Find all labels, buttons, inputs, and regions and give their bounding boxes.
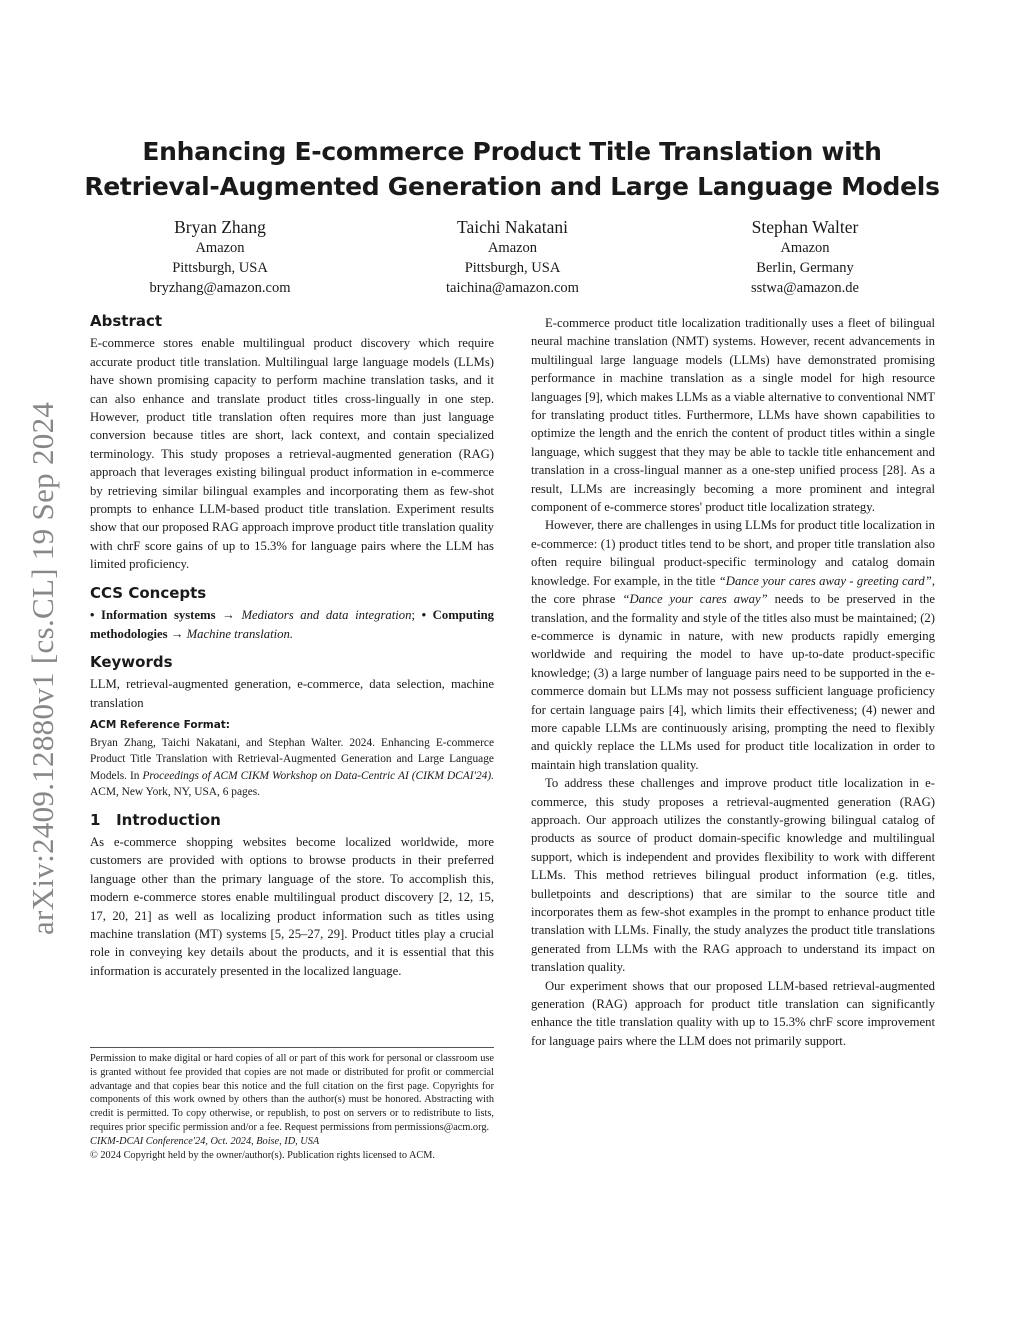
- author: [383, 216, 643, 298]
- author-email: bryzhang@amazon.com: [149, 280, 291, 296]
- text-span: However, there are challenges in using LLMs for product title localization in e-commerce: (1) product titles tend to be short, and proper title translation also often require bilingual product-specific terminology and catalog domain knowledge. For example, in the title: [531, 518, 935, 588]
- keywords-text: LLM, retrieval-augmented generation, e-commerce, data selection, machine translation: [90, 677, 494, 710]
- arxiv-identifier: arXiv:2409.12880v1 [cs.CL] 19 Sep 2024: [25, 401, 60, 935]
- author-location: Berlin, Germany: [756, 260, 854, 276]
- paper-title: [60, 134, 964, 204]
- permission-notice: Permission to make digital or hard copies of all or part of this work for personal or classroom use is granted without fee provided that copies are not made or distributed for profit or commercial advantage and that copies bear this notice and the full citation on the first page. Copyrights for components of this work owned by others than the author(s) must be honored. Abstracting with credit is permitted. To copy otherwise, or republish, to post on servers or to redistribute to lists, requires prior specific permission and/or a fee. Request permissions from permissions@acm.org.: [90, 1053, 494, 1133]
- author-location: Pittsburgh, USA: [464, 260, 561, 276]
- text-span: , the core phrase: [531, 573, 936, 607]
- author: [90, 216, 350, 298]
- conference-name: CIKM-DCAI Conference'24, Oct. 2024, Boise, ID, USA: [90, 1135, 320, 1147]
- ccs-subterm: Machine translation.: [186, 626, 294, 641]
- copyright-notice: © 2024 Copyright held by the owner/author(s). Publication rights licensed to ACM.: [90, 1149, 436, 1161]
- author-location: Pittsburgh, USA: [172, 260, 268, 276]
- author-email: taichina@amazon.com: [446, 280, 579, 296]
- acm-ref-publisher: ACM, New York, NY, USA, 6 pages.: [90, 786, 261, 799]
- acm-ref-authors: Bryan Zhang, Taichi Nakatani, and Stephan Walter. 2024. Enhancing E-commerce Product Title Translation with Retrieval-Augmented Generation and Large Language Models. In: [90, 736, 494, 782]
- example-title: “Dance your cares away - greeting card”: [718, 573, 932, 588]
- title-line-1: Enhancing E-commerce Product Title Translation with: [142, 137, 882, 166]
- body-paragraph: To address these challenges and improve product title localization in e-commerce, this study proposes a retrieval-augmented generation (RAG) approach. Our approach utilizes the constantly-growing bilingual catalog of products as source of product domain-specific knowledge and multilingual support, which is independent and provides flexibility to work with different LLMs. This method retrieves bilingual product information (e.g. titles, bulletpoints and descriptions) that are similar to the source title and incorporates them as few-shot examples in the prompt to enhance product title translation with LLMs. Finally, the study analyzes the product title translations generated from LLMs with the RAG approach to understand its impact on translation quality.: [531, 776, 935, 975]
- author: [675, 216, 935, 298]
- abstract-heading: Abstract: [90, 312, 163, 330]
- example-phrase: “Dance your cares away”: [622, 592, 768, 607]
- acm-ref-venue: Proceedings of ACM CIKM Workshop on Data-Centric AI (CIKM DCAI'24).: [142, 769, 494, 782]
- ccs-term: • Computing methodologies: [90, 608, 495, 641]
- text-span: needs to be preserved in the translation, and the formality and style of the titles also must be maintained; (2) e-commerce is dynamic in nature, with new products rapidly emerging worldwide and requiring the model to have up-to-date product-specific knowledge; (3) a large number of language pairs need to be supported in the e-commerce domain but LLMs may not possess sufficient language proficiency for certain language pairs [4], which limits their effectiveness; (4) newer and more capable LLMs are continuously arising, prompting the need to flexibly and quickly replace the LLMs used for product title localization in order to maintain high translation quality.: [531, 592, 935, 772]
- author-email: sstwa@amazon.de: [751, 280, 859, 296]
- abstract-text: E-commerce stores enable multilingual product discovery which require accurate product title translation. Multilingual large language models (LLMs) have shown promising capacity to perform machine translation tasks, and it can also enhance and translate product titles cross-lingually in one step. However, product title translation often requires more than just language conversion because titles are short, lack context, and contain specialized terminology. This study proposes a retrieval-augmented generation (RAG) approach that leverages existing bilingual product information in e-commerce by retrieving similar bilingual examples and incorporating them as few-shot prompts to enhance LLM-based product title translation. Experiment results show that our proposed RAG approach improve product title translation quality with chrF score gains of up to 15.3% for language pairs where the LLM has limited proficiency.: [90, 336, 494, 572]
- author-org: Amazon: [195, 240, 245, 256]
- body-paragraph: E-commerce product title localization traditionally uses a fleet of bilingual neural machine translation (NMT) systems. However, recent advancements in multilingual large language models (LLMs) have demonstrated promising performance in machine translation as a single model for high resource languages [9], which makes LLMs as a viable alternative to conventional NMT for translating product titles. Furthermore, LLMs have shown capabilities to optimize the length and the enrich the content of product titles within a single language, which suggest that they may be able to tackle title enhancement and translation in a cross-lingual manner as a one-step unified process [28]. As a result, LLMs are increasingly becoming a more prominent and integral component of e-commerce stores' product title localization strategy.: [531, 316, 935, 515]
- intro-paragraph: As e-commerce shopping websites become localized worldwide, more customers are provided with options to browse products in their preferred language other than the primary language of the store. To accomplish this, modern e-commerce stores enable multilingual product discovery [2, 12, 15, 17, 20, 21] as well as localizing product information such as titles using machine translation (MT) systems [5, 25–27, 29]. Product titles play a crucial role in conveying key details about the products, and it is essential that this information is accurately presented in the localized language.: [90, 834, 494, 978]
- title-line-2: Retrieval-Augmented Generation and Large Language Models: [84, 172, 940, 201]
- body-paragraph: [531, 516, 935, 774]
- conference-info: [90, 1135, 494, 1149]
- ccs-subterm: Mediators and data integration: [241, 608, 412, 623]
- acm-ref-heading: ACM Reference Format:: [90, 719, 230, 732]
- body-paragraph: Our experiment shows that our proposed LLM-based retrieval-augmented generation (RAG) approach for product title translation can significantly enhance the title translation quality with up to 15.3% chrF score improvement for language pairs where the LLM does not primarily support.: [531, 978, 935, 1048]
- footnote: [90, 1047, 494, 1162]
- left-column: [90, 310, 494, 980]
- introduction-heading: 1 Introduction: [90, 810, 221, 829]
- keywords-heading: Keywords: [90, 652, 173, 671]
- right-column: [531, 314, 935, 1050]
- author-org: Amazon: [487, 240, 538, 256]
- author-block: [90, 216, 935, 298]
- author-name: Bryan Zhang: [174, 217, 266, 237]
- author-name: Stephan Walter: [751, 217, 859, 237]
- author-name: Taichi Nakatani: [456, 217, 568, 237]
- ccs-term: • Information systems: [90, 608, 216, 623]
- ccs-heading: CCS Concepts: [90, 583, 207, 602]
- acm-ref-text: [90, 735, 494, 801]
- author-org: Amazon: [780, 240, 830, 256]
- ccs-text: • Information systems → Mediators and data integration; • Computing methodologies → Machine translation.: [90, 608, 495, 641]
